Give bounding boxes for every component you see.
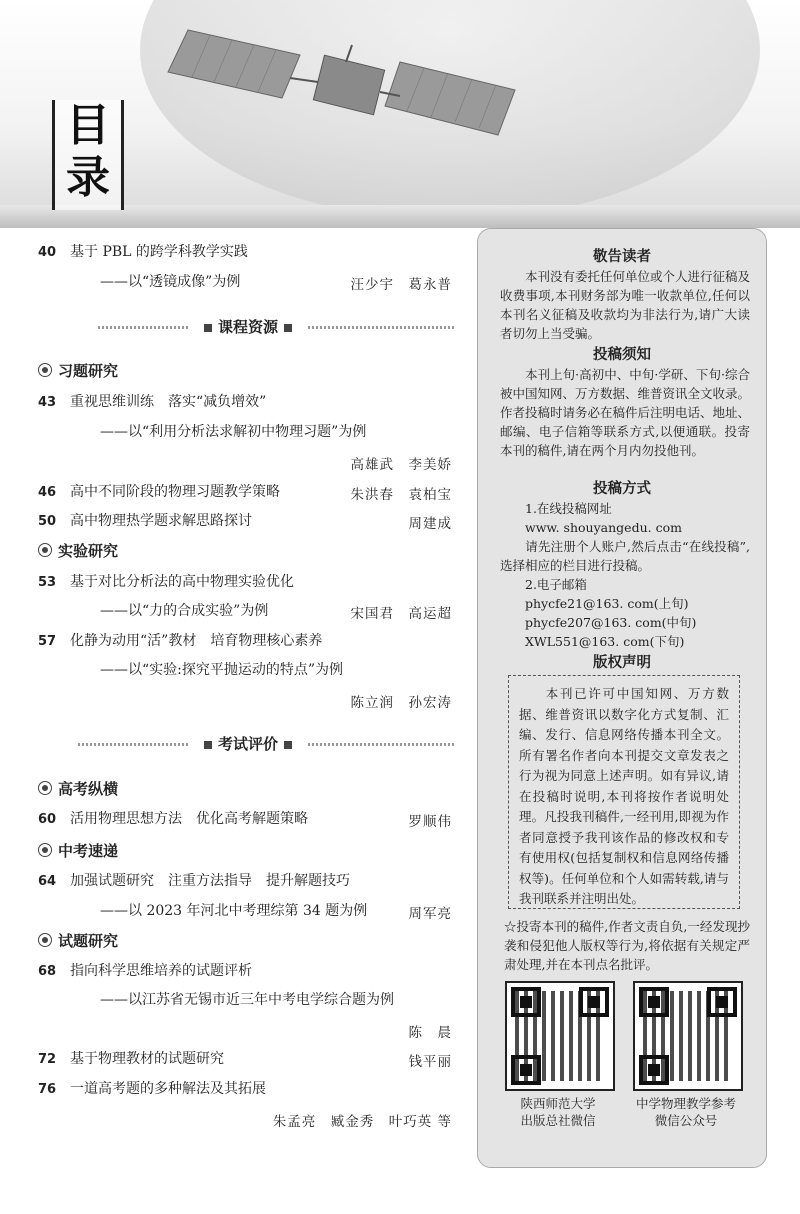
page-number: 46: [38, 485, 57, 500]
circle-bullet-icon: [38, 781, 52, 795]
page-number: 72: [38, 1052, 57, 1067]
entry-authors: 陈 晨: [408, 1025, 452, 1041]
entry-title: 基于 PBL 的跨学科教学实践: [70, 244, 248, 260]
entry-authors: 宋国君 高运超: [350, 606, 452, 622]
toc-entry-46[interactable]: [38, 483, 280, 502]
entry-authors: 朱孟亮 臧金秀 叶巧英 等: [272, 1114, 452, 1130]
entry-authors: 周建成: [408, 516, 452, 532]
entry-subtitle: ——以“透镜成像”为例: [100, 274, 241, 290]
toc-entry-43[interactable]: [38, 393, 266, 412]
page-number: 57: [38, 634, 57, 649]
page-number: 68: [38, 964, 57, 979]
category-testitem: [38, 931, 118, 951]
page-number: 64: [38, 874, 57, 889]
page-number: 40: [38, 245, 57, 260]
qr-code-publisher-icon[interactable]: [505, 981, 615, 1091]
page-number: 43: [38, 395, 57, 410]
caption-line: 陕西师范大学: [520, 1096, 596, 1111]
toc-entry-64[interactable]: [38, 872, 350, 891]
title-char: 录: [66, 152, 110, 203]
copyright-text: [519, 684, 729, 910]
toc-entry-40[interactable]: [38, 243, 248, 262]
entry-subtitle: ——以“力的合成实验”为例: [100, 603, 269, 619]
header-banner: [0, 0, 800, 228]
qr-caption-journal: [621, 1095, 751, 1129]
submit-guidelines-title: 投稿须知: [593, 347, 651, 363]
entry-title: 高中不同阶段的物理习题教学策略: [70, 484, 280, 500]
section-header-exam: [38, 733, 454, 755]
caption-line: 微信公众号: [654, 1113, 718, 1128]
page-number: 50: [38, 514, 57, 529]
category-label: 中考速递: [58, 842, 119, 860]
category-label: 试题研究: [58, 932, 119, 950]
toc-entry-72[interactable]: [38, 1050, 224, 1069]
qr-code-journal-icon[interactable]: [633, 981, 743, 1091]
notice-body: 本刊没有委托任何单位或个人进行征稿及收费事项,本刊财务部为唯一收款单位,任何以本刊名义征稿及收款均为非法行为,请广大读者切勿上当受骗。: [500, 269, 751, 341]
submit-guidelines-body: 本刊上旬·高初中、中旬·学研、下旬·综合被中国知网、万方数据、维普资讯全文收录。作者投稿时请务必在稿件后注明电话、地址、邮编、电子信箱等联系方式,以便通联。投寄本刊的稿件,请在两个月内勿投他刊。: [500, 367, 751, 458]
section-title: 考试评价: [188, 733, 308, 755]
email-link-3[interactable]: XWL551@163. com(下旬): [525, 634, 685, 649]
toc-entry-53[interactable]: [38, 573, 294, 592]
page-number: 76: [38, 1082, 57, 1097]
entry-authors: 朱洪春 袁柏宝: [350, 487, 452, 503]
method-online-text: [500, 537, 750, 575]
section-title: 课程资源: [188, 316, 308, 338]
warning-text: ☆投寄本刊的稿件,作者文责自负,一经发现抄袭和侵犯他人版权等行为,将依据有关规定严肃处理,并在本刊点名批评。: [504, 919, 750, 972]
page-title: [52, 100, 124, 210]
category-experiment: [38, 541, 118, 561]
category-label: 高考纵横: [58, 780, 119, 798]
page-number: 60: [38, 812, 57, 827]
page-number: 53: [38, 575, 57, 590]
email-link-2[interactable]: phycfe207@163. com(中旬): [525, 615, 697, 630]
circle-bullet-icon: [38, 843, 52, 857]
entry-title: 化静为动用“活”教材 培育物理核心素养: [70, 633, 323, 649]
toc-entry-68[interactable]: [38, 962, 252, 981]
entry-title: 基于物理教材的试题研究: [70, 1051, 224, 1067]
entry-title: 重视思维训练 落实“减负增效”: [70, 394, 267, 410]
notice-title: 敬告读者: [593, 249, 651, 265]
category-label: 习题研究: [58, 362, 119, 380]
entry-subtitle: ——以“利用分析法求解初中物理习题”为例: [100, 424, 367, 440]
entry-title: 加强试题研究 注重方法指导 提升解题技巧: [70, 873, 350, 889]
entry-authors: 周军亮: [408, 906, 452, 922]
entry-subtitle: ——以江苏省无锡市近三年中考电学综合题为例: [100, 992, 394, 1008]
method-online-body: 请先注册个人账户,然后点击“在线投稿”,选择相应的栏目进行投稿。: [500, 539, 750, 573]
entry-title: 一道高考题的多种解法及其拓展: [70, 1081, 266, 1097]
circle-bullet-icon: [38, 933, 52, 947]
copyright-title: 版权声明: [593, 655, 651, 671]
entry-subtitle: ——以“实验:探究平抛运动的特点”为例: [100, 662, 344, 678]
email-link-1[interactable]: phycfe21@163. com(上旬): [525, 596, 689, 611]
caption-line: 出版总社微信: [520, 1113, 596, 1128]
submit-url-link[interactable]: www. shouyangedu. com: [525, 520, 682, 535]
entry-subtitle: ——以 2023 年河北中考理综第 34 题为例: [100, 903, 368, 919]
toc-entry-57[interactable]: [38, 632, 322, 651]
category-zhongkao: [38, 841, 118, 861]
title-char: 目: [66, 100, 110, 151]
copyright-box: [508, 675, 740, 909]
entry-authors: 汪少宇 葛永普: [350, 277, 452, 293]
caption-line: 中学物理教学参考: [635, 1096, 736, 1111]
toc-entry-50[interactable]: [38, 512, 252, 531]
notice-text: [500, 267, 750, 343]
category-gaokao: [38, 779, 118, 799]
category-exercise: [38, 361, 118, 381]
entry-title: 高中物理热学题求解思路探讨: [70, 513, 252, 529]
entry-authors: 钱平丽: [408, 1054, 452, 1070]
category-label: 实验研究: [58, 542, 119, 560]
info-sidebar: [477, 228, 767, 1168]
toc-entry-60[interactable]: [38, 810, 308, 829]
entry-authors: 高雄武 李美娇: [350, 457, 452, 473]
copyright-body: 本刊已许可中国知网、万方数据、维普资讯以数字化方式复制、汇编、发行、信息网络传播本刊全文。所有署名作者向本刊提交文章发表之行为视为同意上述声明。如有异议,请在投稿时说明,本刊将按作者说明处理。凡投我刊稿件,一经刊用,即视为作者同意授予我刊该作品的修改权和专有使用权(包括复制权和信息网络传播权等)。任何单位和个人如需转载,请与我刊联系并注明出处。: [519, 686, 729, 906]
method-online-label: 1.在线投稿网址: [525, 501, 612, 516]
entry-title: 基于对比分析法的高中物理实验优化: [70, 574, 294, 590]
toc-entry-76[interactable]: [38, 1080, 266, 1099]
qr-caption-publisher: [493, 1095, 623, 1129]
submit-method-title: 投稿方式: [593, 481, 651, 497]
entry-authors: 陈立润 孙宏涛: [350, 695, 452, 711]
entry-authors: 罗顺伟: [408, 814, 452, 830]
entry-title: 指向科学思维培养的试题评析: [70, 963, 252, 979]
method-email-label: 2.电子邮箱: [525, 577, 587, 592]
submit-guidelines-text: [500, 365, 750, 460]
entry-title: 活用物理思想方法 优化高考解题策略: [70, 811, 308, 827]
circle-bullet-icon: [38, 363, 52, 377]
circle-bullet-icon: [38, 543, 52, 557]
section-header-curriculum: [38, 316, 454, 338]
